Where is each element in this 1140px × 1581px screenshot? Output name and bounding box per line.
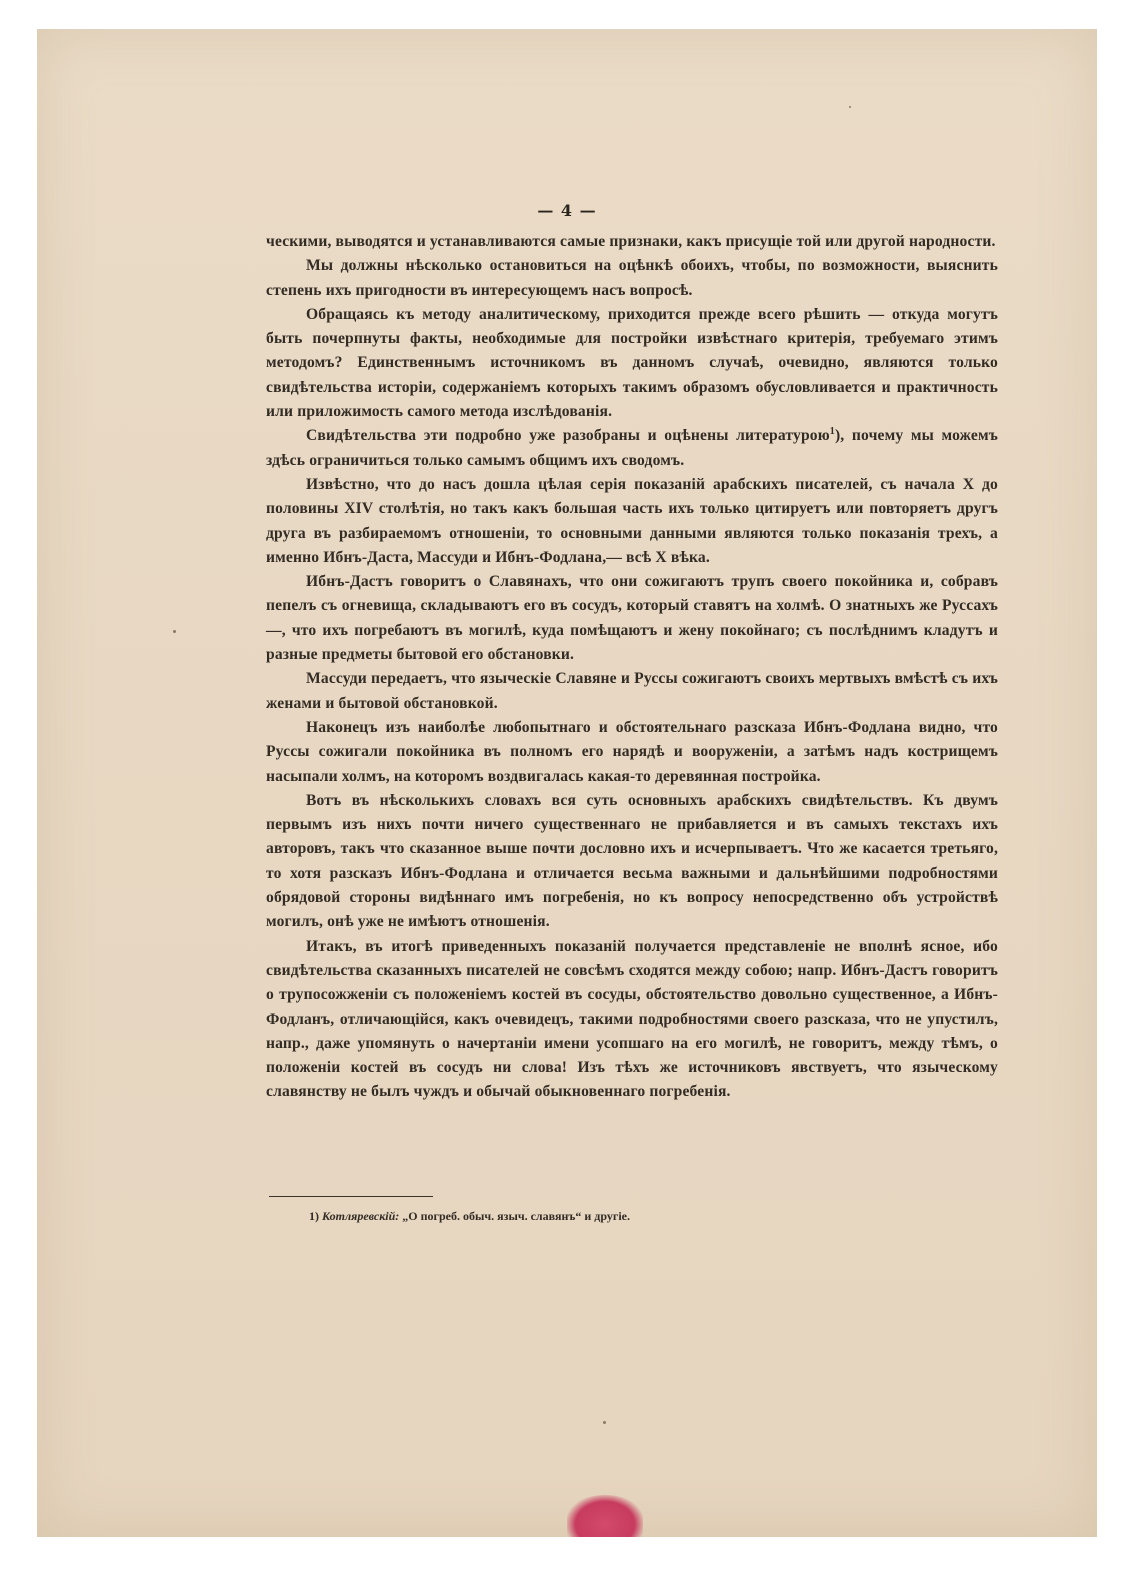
paper-speck: [849, 106, 851, 108]
paragraph: Обращаясь къ методу аналитическому, приходится прежде всего рѣшить — откуда могутъ быть почерпнуты факты, необходимые для постройки извѣстнаго критерія, требуемаго этимъ методомъ? Единственнымъ источникомъ въ данномъ случаѣ, очевидно, являются только свидѣтельства исторіи, содержаніемъ которыхъ такимъ образомъ обусловливается и практичность или приложимость самого метода изслѣдованія.: [266, 305, 998, 421]
page-number: — 4 —: [537, 201, 597, 220]
footnote: [309, 1209, 1009, 1224]
red-stamp-blot: [567, 1495, 643, 1537]
footnote-marker: 1: [829, 426, 835, 438]
paragraph: Итакъ, въ итогѣ приведенныхъ показаній получается представленіе не вполнѣ ясное, ибо свидѣтельства сказанныхъ писателей не совсѣмъ сходятся между собою; напр. Ибнъ-Дастъ говоритъ о трупосожженіи съ положеніемъ костей въ сосуды, обстоятельство довольно существенное, а Ибнъ-Фодланъ, отличающійся, какъ очевидецъ, такими подробностями своего разсказа, что не упустилъ, напр., даже упомянуть о начертаніи имени усопшаго на его могилѣ, не говоритъ, между тѣмъ, о положеніи костей въ сосудъ ни слова! Изъ тѣхъ же источниковъ явствуетъ, что языческому славянству не былъ чуждъ и обычай обыкновеннаго погребенія.: [266, 937, 998, 1101]
page-sheet: [37, 29, 1097, 1537]
body-text: [266, 230, 998, 1105]
footnote-divider: [269, 1196, 433, 1197]
paragraph: Вотъ въ нѣсколькихъ словахъ вся суть основныхъ арабскихъ свидѣтельствъ. Къ двумъ первымъ изъ нихъ почти ничего существеннаго не прибавляется и въ самыхъ текстахъ ихъ авторовъ, такъ что сказанное выше почти дословно ихъ и исчерпываетъ. Что же касается третьяго, то хотя разсказъ Ибнъ-Фодлана и отличается весьма важными и дальнѣйшими подробностями обрядовой стороны видѣннаго имъ погребенія, но къ вопросу непосредственно объ устройствѣ могилъ, онѣ уже не имѣютъ отношенія.: [266, 791, 998, 931]
footnote-author: Котляревскій:: [322, 1209, 400, 1223]
paper-speck: [173, 630, 176, 633]
paragraph-tail: ), почему мы можемъ здѣсь ограничиться только самымъ общимъ ихъ сводомъ.: [266, 427, 998, 469]
paragraph: Мы должны нѣсколько остановиться на оцѣнкѣ обоихъ, чтобы, по возможности, выяснить степень ихъ пригодности въ интересующемъ насъ вопросѣ.: [266, 257, 998, 299]
paragraph-with-footnote: [266, 424, 998, 473]
footnote-marker: 1): [309, 1209, 319, 1223]
paragraph: Наконецъ изъ наиболѣе любопытнаго и обстоятельнаго разсказа Ибнъ-Фодлана видно, что Руссы сожигали покойника въ полномъ его нарядѣ и вооруженіи, а затѣмъ надъ кострищемъ насыпали холмъ, на которомъ воздвигалась какая-то деревянная постройка.: [266, 718, 998, 785]
paragraph: Массуди передаетъ, что языческіе Славяне и Руссы сожигаютъ своихъ мертвыхъ вмѣстѣ съ ихъ женами и бытовой обстановкой.: [266, 670, 998, 712]
paragraph: Извѣстно, что до насъ дошла цѣлая серія показаній арабскихъ писателей, съ начала X до половины XIV столѣтія, но такъ какъ большая часть ихъ только цитируетъ или повторяетъ другъ друга въ разбираемомъ отношеніи, то основными данными являются только показанія трехъ, а именно Ибнъ-Даста, Массуди и Ибнъ-Фодлана,— всѣ X вѣка.: [266, 475, 998, 566]
paragraph-head: Свидѣтельства эти подробно уже разобраны и оцѣнены литературою: [306, 427, 830, 445]
paragraph: Ибнъ-Дастъ говоритъ о Славянахъ, что они сожигаютъ трупъ своего покойника и, собравъ пепелъ съ огневища, складываютъ его въ сосудъ, который ставятъ на холмѣ. О знатныхъ же Руссахъ —, что ихъ погребаютъ въ могилѣ, куда помѣщаютъ и жену покойнаго; съ послѣднимъ кладутъ и разные предметы бытовой его обстановки.: [266, 573, 998, 664]
footnote-text: „О погреб. обыч. языч. славянъ“ и другіе.: [402, 1209, 630, 1223]
paragraph: ческими, выводятся и устанавливаются самые признаки, какъ присущіе той или другой народности.: [266, 233, 996, 250]
paper-speck: [603, 1421, 606, 1424]
